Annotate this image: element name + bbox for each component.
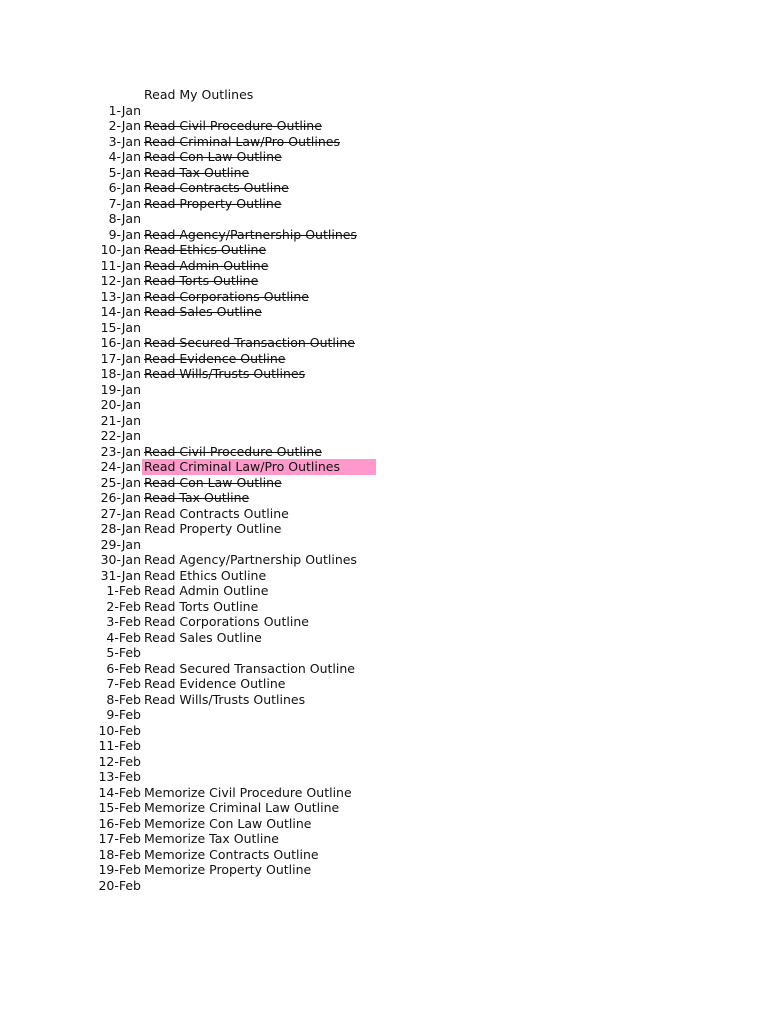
schedule-row	[0, 118, 768, 134]
task-cell: Read Sales Outline	[144, 629, 262, 645]
task-cell: Read Criminal Law/Pro Outlines	[144, 459, 340, 474]
schedule-row	[0, 273, 768, 289]
schedule-row	[0, 723, 768, 739]
task-cell: Read Agency/Partnership Outlines	[144, 552, 357, 567]
schedule-row	[0, 211, 768, 227]
schedule-row	[0, 847, 768, 863]
schedule-rows	[0, 103, 768, 894]
date-cell: 31-Jan	[100, 567, 141, 583]
schedule-row	[0, 800, 768, 816]
schedule-row	[0, 382, 768, 398]
date-cell: 2-Jan	[108, 118, 141, 133]
task-cell: Read Con Law Outline	[144, 474, 282, 490]
schedule-row	[0, 258, 768, 274]
schedule-row	[0, 397, 768, 413]
date-cell: 29-Jan	[100, 536, 141, 552]
schedule-row	[0, 444, 768, 460]
task-cell: Read Corporations Outline	[144, 288, 309, 304]
schedule-row	[0, 165, 768, 181]
schedule-row	[0, 785, 768, 801]
date-cell: 13-Feb	[98, 769, 141, 784]
task-cell: Read Tax Outline	[144, 164, 250, 180]
task-cell: Read Civil Procedure Outline	[144, 443, 322, 459]
date-cell: 17-Jan	[100, 350, 141, 366]
schedule-row	[0, 149, 768, 165]
date-cell: 6-Jan	[108, 180, 141, 195]
schedule-row	[0, 676, 768, 692]
date-cell: 25-Jan	[100, 474, 141, 490]
date-cell: 4-Jan	[108, 149, 141, 164]
date-cell: 21-Jan	[100, 412, 141, 428]
task-cell: Memorize Property Outline	[144, 862, 312, 877]
date-cell: 16-Jan	[100, 335, 141, 350]
date-cell: 11-Jan	[100, 257, 141, 273]
date-cell: 11-Feb	[98, 738, 141, 753]
date-cell: 13-Jan	[100, 288, 141, 304]
task-cell: Read Secured Transaction Outline	[144, 335, 355, 350]
date-cell: 4-Feb	[106, 629, 141, 645]
date-cell: 3-Jan	[108, 133, 141, 149]
date-cell: 8-Feb	[106, 691, 141, 707]
schedule-row	[0, 134, 768, 150]
task-cell: Memorize Tax Outline	[144, 831, 279, 846]
date-cell: 27-Jan	[100, 505, 141, 521]
date-cell: 1-Jan	[108, 102, 141, 118]
date-cell: 20-Jan	[100, 397, 141, 412]
date-cell: 1-Feb	[106, 583, 141, 598]
date-cell: 5-Jan	[108, 164, 141, 180]
date-cell: 16-Feb	[98, 815, 141, 831]
schedule-row	[0, 816, 768, 832]
date-cell: 22-Jan	[100, 428, 141, 443]
date-cell: 10-Jan	[100, 242, 141, 257]
date-cell: 23-Jan	[100, 443, 141, 459]
date-cell: 5-Feb	[106, 645, 141, 660]
task-cell: Memorize Contracts Outline	[144, 846, 319, 862]
schedule-row	[0, 878, 768, 894]
task-cell: Read Admin Outline	[144, 583, 269, 598]
header-row	[0, 87, 768, 103]
date-cell: 7-Feb	[106, 676, 141, 691]
schedule-sheet	[0, 87, 768, 893]
task-cell: Memorize Civil Procedure Outline	[144, 784, 352, 800]
task-cell: Read Evidence Outline	[144, 676, 286, 691]
task-cell: Read Contracts Outline	[144, 505, 289, 521]
date-cell: 15-Feb	[98, 800, 141, 815]
schedule-row	[0, 196, 768, 212]
task-cell: Read Ethics Outline	[144, 242, 267, 257]
schedule-row	[0, 614, 768, 630]
schedule-row	[0, 599, 768, 615]
schedule-row	[0, 707, 768, 723]
schedule-row	[0, 568, 768, 584]
schedule-row	[0, 862, 768, 878]
date-cell: 9-Feb	[106, 707, 141, 722]
date-cell: 18-Feb	[98, 846, 141, 862]
date-cell: 8-Jan	[108, 211, 141, 226]
schedule-row	[0, 103, 768, 119]
task-cell: Read Torts Outline	[144, 273, 259, 288]
date-cell: 26-Jan	[100, 490, 141, 505]
date-cell: 6-Feb	[106, 660, 141, 676]
schedule-row	[0, 242, 768, 258]
schedule-row	[0, 692, 768, 708]
schedule-row	[0, 831, 768, 847]
task-cell: Read Secured Transaction Outline	[144, 660, 355, 676]
schedule-row	[0, 506, 768, 522]
task-cell: Read Property Outline	[144, 521, 282, 536]
date-cell: 12-Jan	[100, 273, 141, 288]
schedule-row	[0, 304, 768, 320]
date-cell: 28-Jan	[100, 521, 141, 536]
schedule-row	[0, 459, 768, 475]
schedule-row	[0, 630, 768, 646]
date-cell: 9-Jan	[108, 226, 141, 242]
date-cell: 30-Jan	[100, 552, 141, 567]
date-cell: 17-Feb	[98, 831, 141, 846]
task-cell: Read Wills/Trusts Outlines	[144, 691, 306, 707]
date-cell: 19-Jan	[100, 381, 141, 397]
date-cell: 18-Jan	[100, 366, 141, 381]
task-cell: Read Contracts Outline	[144, 180, 289, 195]
schedule-row	[0, 661, 768, 677]
task-cell: Read Property Outline	[144, 195, 282, 211]
date-cell: 24-Jan	[100, 459, 141, 474]
schedule-row	[0, 289, 768, 305]
schedule-row	[0, 320, 768, 336]
schedule-row	[0, 769, 768, 785]
task-cell: Read Admin Outline	[144, 257, 269, 273]
schedule-row	[0, 366, 768, 382]
schedule-row	[0, 537, 768, 553]
schedule-row	[0, 351, 768, 367]
schedule-row	[0, 475, 768, 491]
date-cell: 15-Jan	[100, 319, 141, 335]
schedule-row	[0, 738, 768, 754]
date-cell: 19-Feb	[98, 862, 141, 877]
task-cell: Memorize Criminal Law Outline	[144, 800, 340, 815]
date-cell: 14-Jan	[100, 304, 141, 319]
schedule-row	[0, 490, 768, 506]
task-cell: Read Ethics Outline	[144, 567, 267, 583]
task-cell: Read Agency/Partnership Outlines	[144, 226, 357, 242]
schedule-row	[0, 583, 768, 599]
schedule-row	[0, 521, 768, 537]
schedule-row	[0, 335, 768, 351]
task-cell: Read Wills/Trusts Outlines	[144, 366, 306, 381]
schedule-row	[0, 227, 768, 243]
schedule-row	[0, 754, 768, 770]
schedule-row	[0, 645, 768, 661]
schedule-row	[0, 180, 768, 196]
date-cell: 12-Feb	[98, 753, 141, 769]
task-cell: Memorize Con Law Outline	[144, 815, 312, 831]
task-cell: Read Con Law Outline	[144, 149, 282, 164]
task-cell: Read Criminal Law/Pro Outlines	[144, 133, 340, 149]
schedule-row	[0, 552, 768, 568]
schedule-row	[0, 413, 768, 429]
schedule-row	[0, 428, 768, 444]
task-cell: Read Corporations Outline	[144, 614, 309, 629]
date-cell: 2-Feb	[106, 598, 141, 614]
task-cell: Read Civil Procedure Outline	[144, 118, 322, 133]
date-cell: 14-Feb	[98, 784, 141, 800]
date-cell: 10-Feb	[98, 722, 141, 738]
task-cell: Read Torts Outline	[144, 598, 259, 614]
schedule-title: Read My Outlines	[144, 87, 254, 102]
date-cell: 7-Jan	[108, 195, 141, 211]
date-cell: 20-Feb	[98, 877, 141, 893]
task-cell: Read Sales Outline	[144, 304, 262, 319]
date-cell: 3-Feb	[106, 614, 141, 629]
task-cell: Read Evidence Outline	[144, 350, 286, 366]
task-cell: Read Tax Outline	[144, 490, 250, 505]
